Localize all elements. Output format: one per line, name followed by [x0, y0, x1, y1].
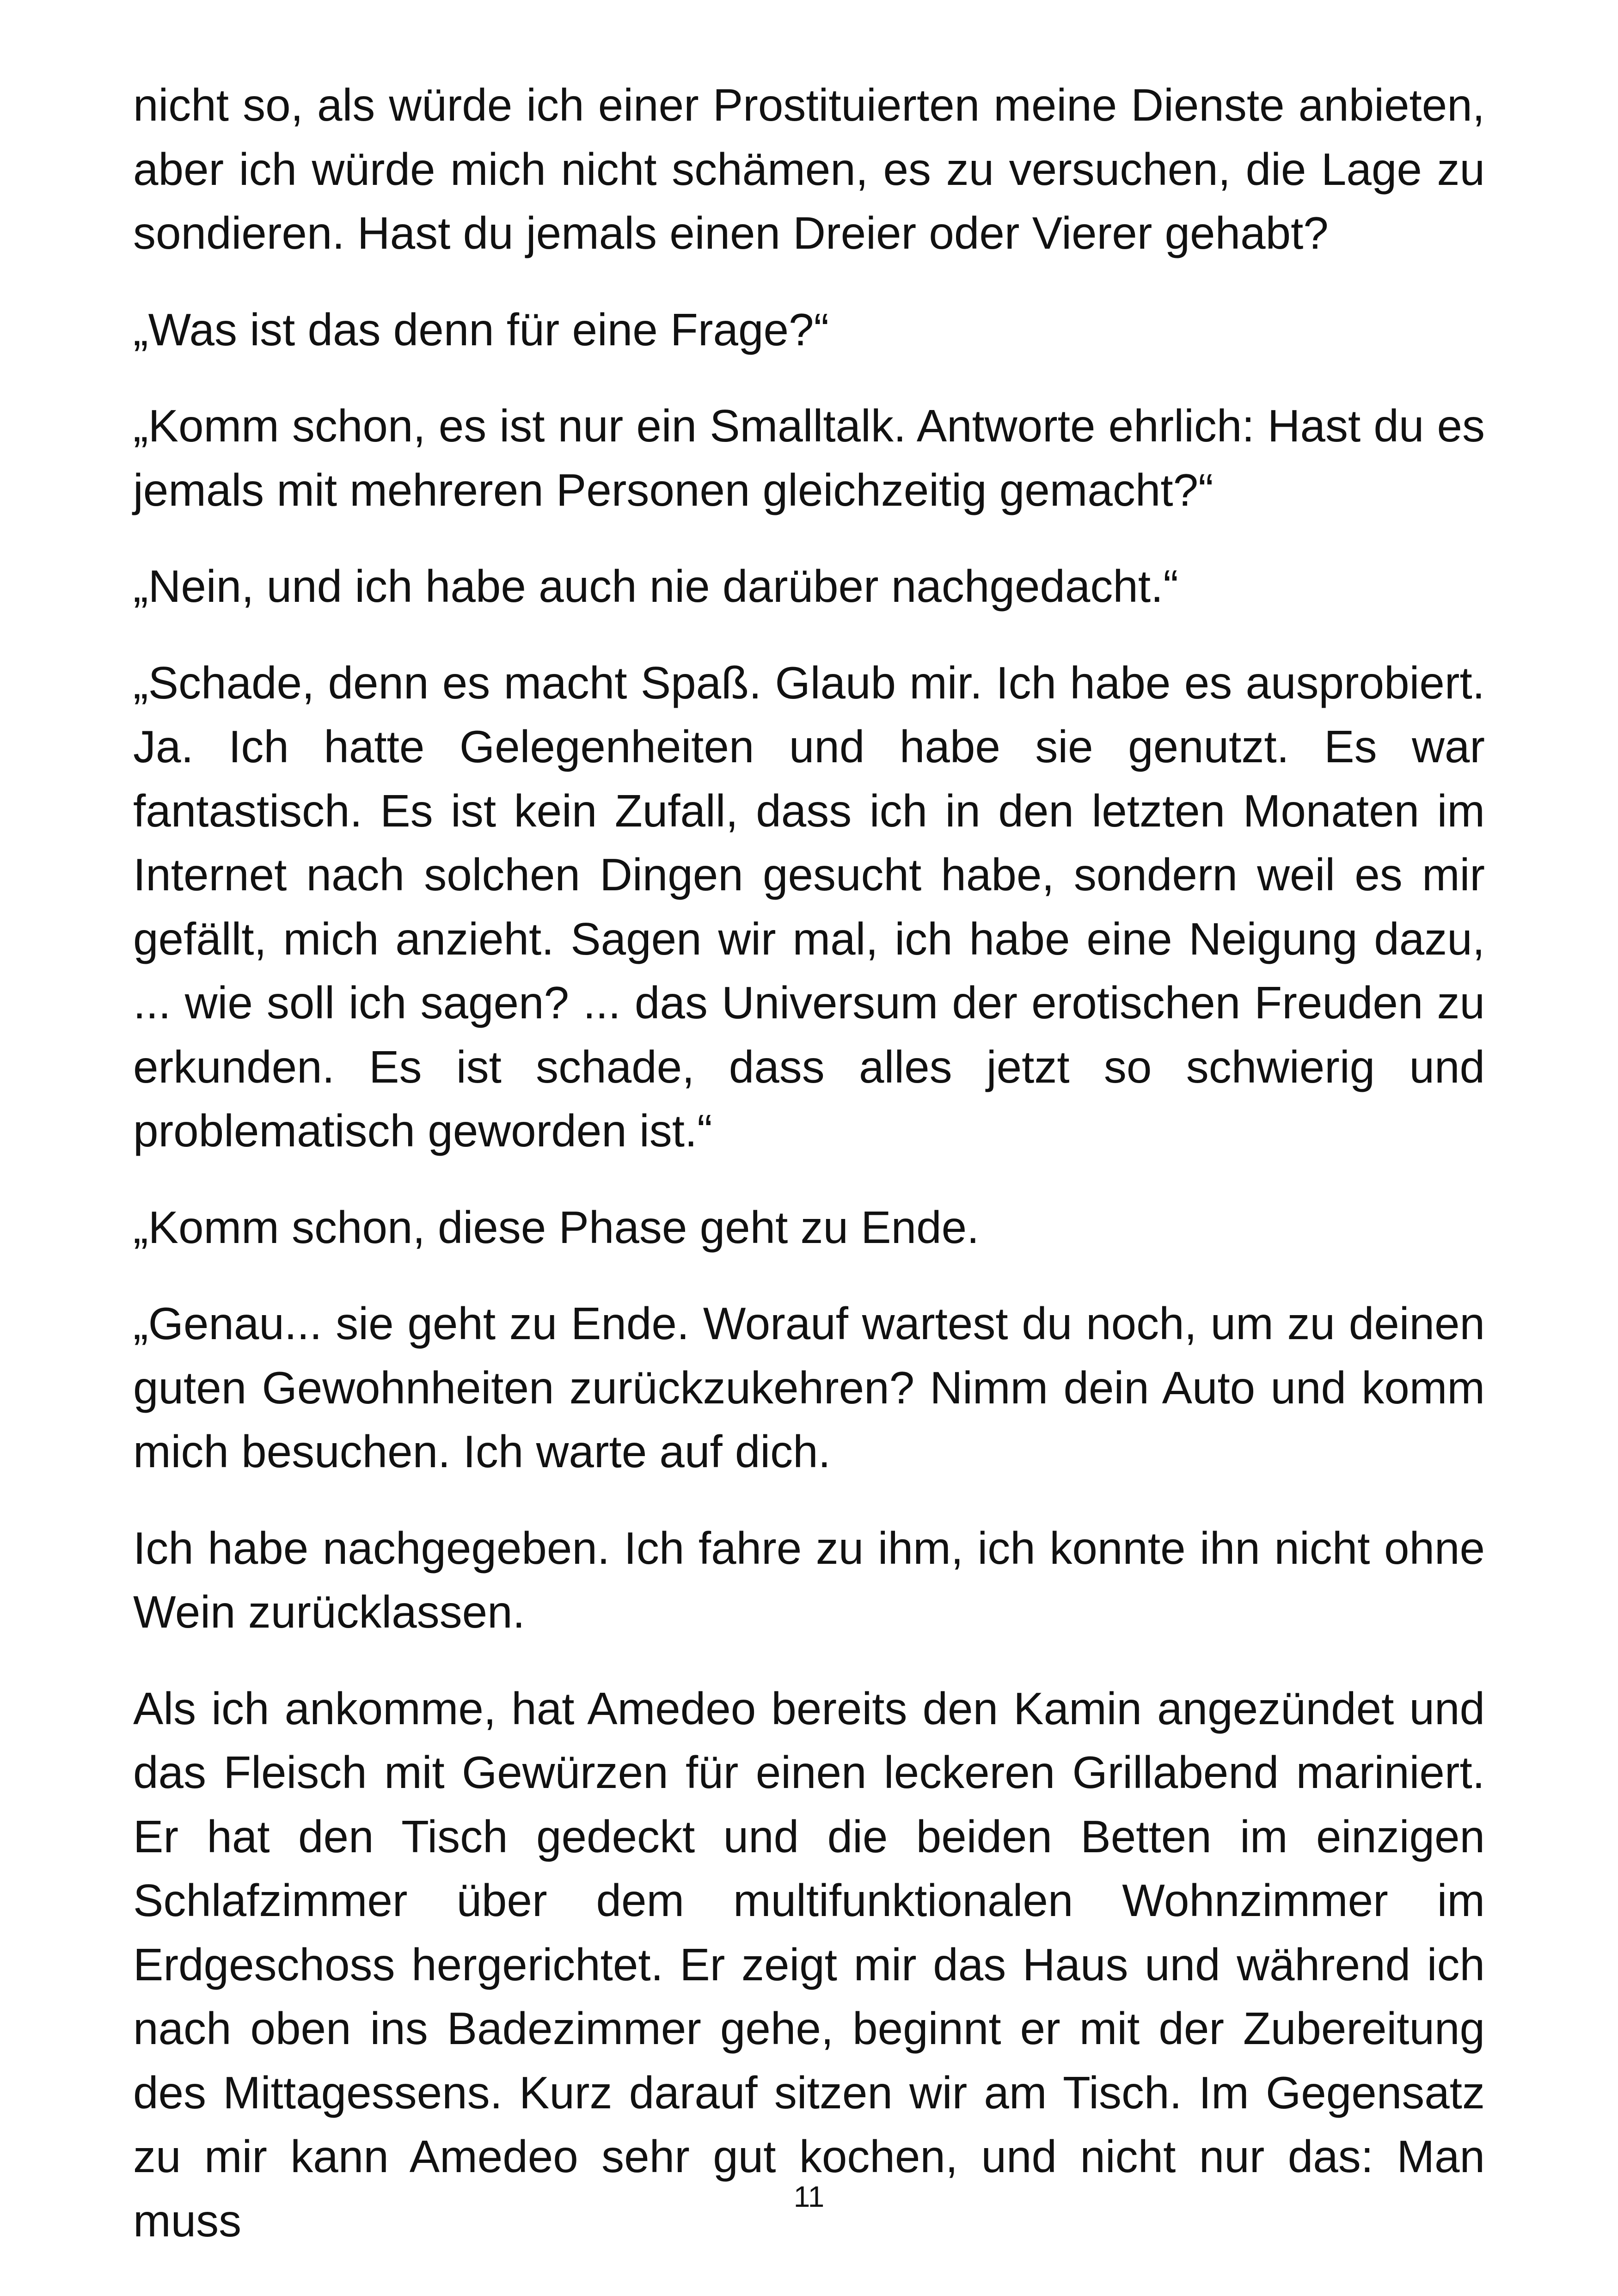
- paragraph-3: „Komm schon, es ist nur ein Smalltalk. Antworte ehrlich: Hast du es jemals mit mehreren Personen gleichzeitig gemacht?“: [133, 400, 1485, 515]
- paragraph-2: „Was ist das denn für eine Frage?“: [133, 304, 829, 355]
- paragraph-1: nicht so, als würde ich einer Prostituierten meine Dienste anbieten, aber ich würde mich nicht schämen, es zu versuchen, die Lage zu sondieren. Hast du jemals einen Dreier oder Vierer gehabt?: [133, 80, 1485, 258]
- paragraph-4: „Nein, und ich habe auch nie darüber nachgedacht.“: [133, 561, 1178, 612]
- page-number: 11: [793, 2180, 825, 2213]
- body-text: [133, 73, 1485, 2285]
- paragraph-7: „Genau... sie geht zu Ende. Worauf wartest du noch, um zu deinen guten Gewohnheiten zurückzukehren? Nimm dein Auto und komm mich besuchen. Ich warte auf dich.: [133, 1298, 1485, 1477]
- paragraph-6: „Komm schon, diese Phase geht zu Ende.: [133, 1201, 980, 1253]
- paragraph-9: Als ich ankomme, hat Amedeo bereits den Kamin angezündet und das Fleisch mit Gewürzen für einen leckeren Grillabend mariniert. Er hat den Tisch gedeckt und die beiden Betten im einzigen Schlafzimmer über dem multifunktionalen Wohnzimmer im Erdgeschoss hergerichtet. Er zeigt mir das Haus und während ich nach oben ins Badezimmer gehe, beginnt er mit der Zubereitung des Mittagessens. Kurz darauf sitzen wir am Tisch. Im Gegensatz zu mir kann Amedeo sehr gut kochen, und nicht nur das: Man muss: [133, 1683, 1485, 2246]
- paragraph-5: „Schade, denn es macht Spaß. Glaub mir. Ich habe es ausprobiert. Ja. Ich hatte Gelegenheiten und habe sie genutzt. Es war fantastisch. Es ist kein Zufall, dass ich in den letzten Monaten im Internet nach solchen Dingen gesucht habe, sondern weil es mir gefällt, mich anzieht. Sagen wir mal, ich habe eine Neigung dazu, ... wie soll ich sagen? ... das Universum der erotischen Freuden zu erkunden. Es ist schade, dass alles jetzt so schwierig und problematisch geworden ist.“: [133, 657, 1485, 1156]
- paragraph-8: Ich habe nachgegeben. Ich fahre zu ihm, ich konnte ihn nicht ohne Wein zurücklassen.: [133, 1522, 1485, 1637]
